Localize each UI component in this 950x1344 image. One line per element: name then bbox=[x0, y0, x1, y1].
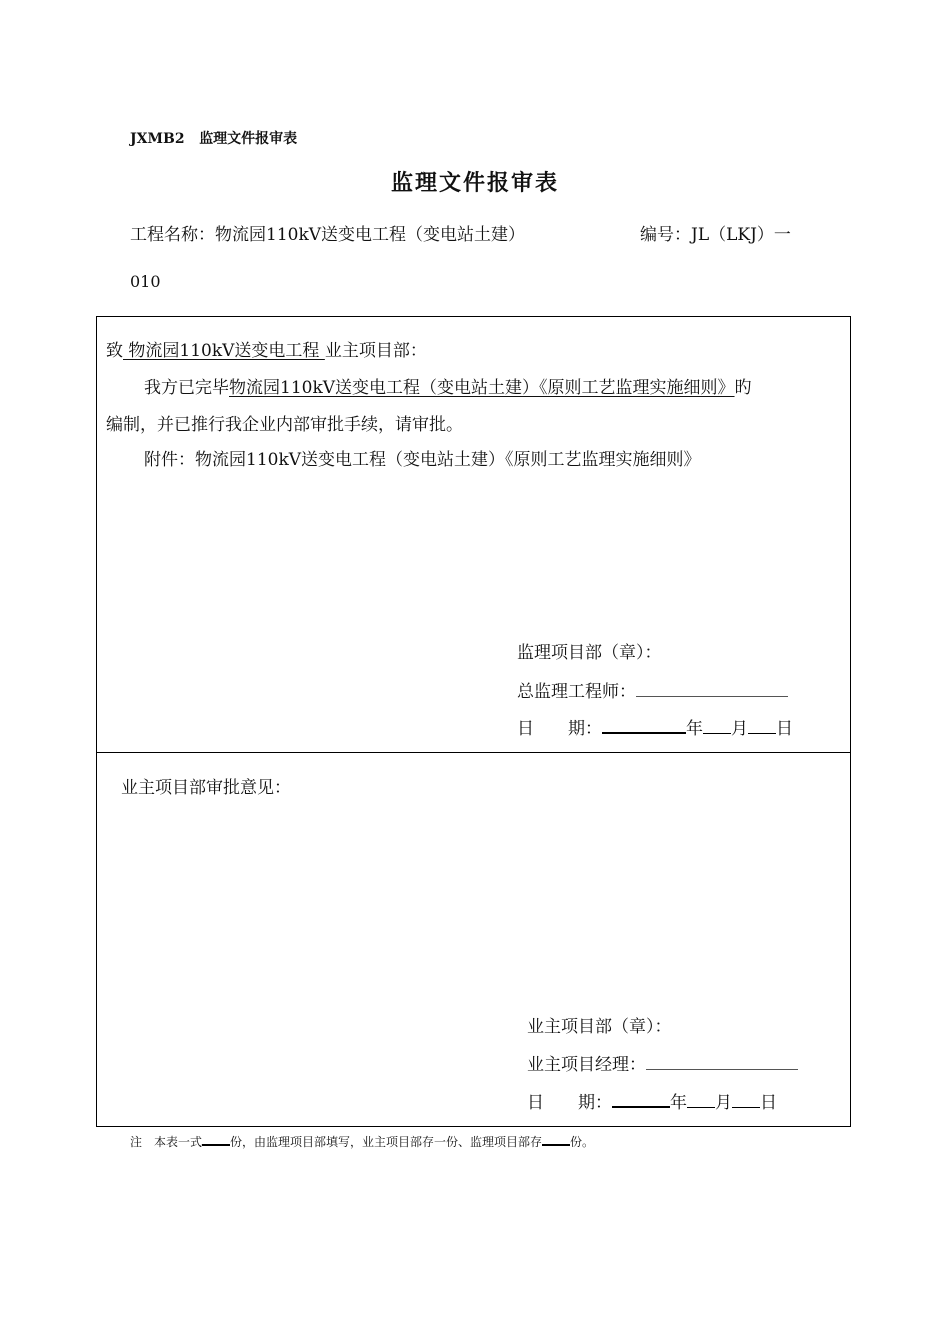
chief-engineer-signature-field[interactable] bbox=[636, 680, 788, 697]
note-suffix: 份。 bbox=[570, 1135, 595, 1149]
form-code-title: 监理文件报审表 bbox=[199, 131, 298, 147]
note-mid: 份，由监理项目部填写，业主项目部存一份、监理项目部存 bbox=[230, 1135, 543, 1149]
serial-number-continued: 010 bbox=[130, 272, 161, 291]
to-prefix: 致 bbox=[106, 341, 123, 361]
month-field[interactable] bbox=[687, 1091, 715, 1108]
month-label: 月 bbox=[715, 1093, 732, 1113]
owner-manager-label: 业主项目经理： bbox=[527, 1055, 646, 1075]
date-line-2 bbox=[527, 1088, 777, 1113]
year-label: 年 bbox=[686, 719, 703, 739]
page-title: 监理文件报审表 bbox=[390, 170, 559, 196]
recipient-suffix: 业主项目部： bbox=[324, 341, 427, 361]
body-prefix: 我方已完毕 bbox=[144, 378, 229, 398]
recipient-name: 物流园110kV送变电工程 bbox=[123, 341, 325, 361]
date-label: 日 期： bbox=[527, 1093, 612, 1113]
body-suffix: 旳 bbox=[734, 378, 752, 398]
day-field[interactable] bbox=[748, 717, 776, 734]
year-field[interactable] bbox=[612, 1090, 670, 1108]
month-field[interactable] bbox=[703, 717, 731, 734]
body-line-1 bbox=[144, 373, 752, 398]
year-field[interactable] bbox=[602, 716, 686, 734]
project-name: 工程名称：物流园110kV送变电工程（变电站土建） bbox=[130, 225, 526, 245]
serial-number: 编号：JL（LKJ）一 bbox=[640, 225, 791, 245]
copies-kept-field[interactable] bbox=[542, 1134, 570, 1146]
copies-field[interactable] bbox=[202, 1134, 230, 1146]
date-label: 日 期： bbox=[517, 719, 602, 739]
year-label: 年 bbox=[670, 1093, 687, 1113]
chief-engineer-label: 总监理工程师： bbox=[517, 682, 636, 702]
footnote bbox=[130, 1133, 594, 1150]
note-prefix: 注 本表一式 bbox=[130, 1135, 203, 1149]
day-field[interactable] bbox=[732, 1091, 760, 1108]
day-label: 日 bbox=[760, 1093, 777, 1113]
month-label: 月 bbox=[731, 719, 748, 739]
owner-manager-line bbox=[527, 1050, 798, 1075]
supervision-dept-seal: 监理项目部（章）： bbox=[517, 643, 662, 663]
owner-manager-signature-field[interactable] bbox=[646, 1053, 798, 1070]
document-name: 物流园110kV送变电工程（变电站土建）《原则工艺监理实施细则》 bbox=[229, 378, 735, 398]
form-code-line bbox=[130, 128, 297, 148]
chief-engineer-line bbox=[517, 677, 788, 702]
owner-opinion-label: 业主项目部审批意见： bbox=[121, 778, 291, 798]
form-code: JXMB2 bbox=[130, 131, 185, 147]
day-label: 日 bbox=[776, 719, 793, 739]
recipient-line bbox=[106, 336, 427, 361]
owner-dept-seal: 业主项目部（章）： bbox=[527, 1017, 672, 1037]
body-line-2: 编制，并已推行我企业内部审批手续，请审批。 bbox=[106, 415, 463, 435]
date-line-1 bbox=[517, 714, 793, 739]
attachment-line: 附件：物流园110kV送变电工程（变电站土建）《原则工艺监理实施细则》 bbox=[144, 450, 701, 470]
section-divider bbox=[96, 752, 851, 753]
